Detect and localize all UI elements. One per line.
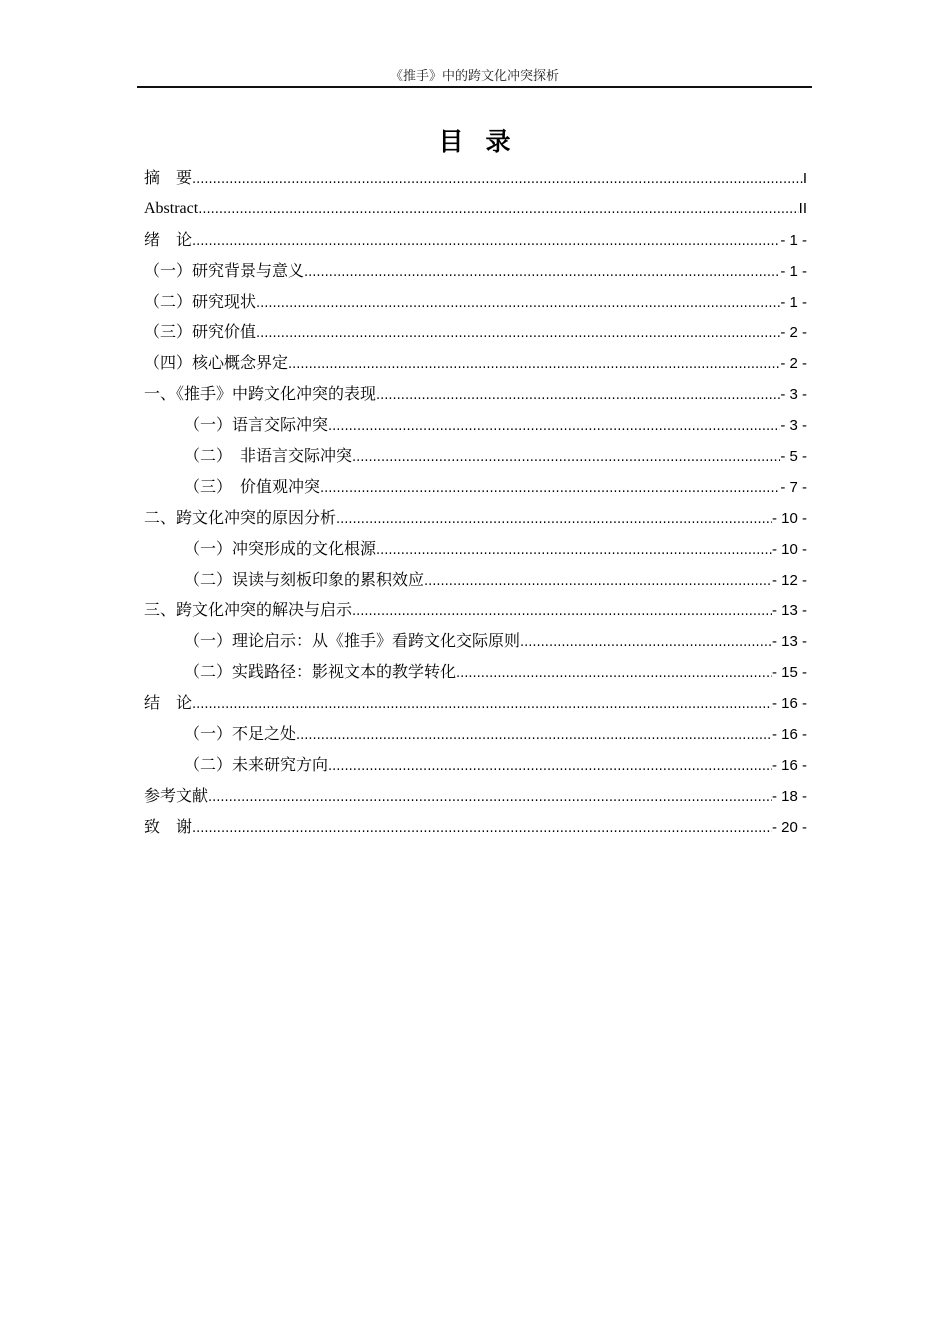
toc-entry-page: - 10 - [771,540,807,558]
toc-entry-page: - 2 - [780,324,807,342]
dot-leader [288,350,780,380]
running-header: 《推手》中的跨文化冲突探析 [389,69,559,84]
toc-entry[interactable] [144,348,807,379]
toc-entry-label: 一、《推手》中跨文化冲突的表现 [144,384,377,404]
toc-entry-page: - 16 - [771,695,807,713]
toc-entry-label: （一）研究背景与意义 [144,260,305,280]
dot-leader [192,227,780,257]
toc-entry[interactable] [144,410,807,441]
toc-entry-page: - 13 - [771,633,807,651]
dot-leader [376,381,780,411]
dot-leader [208,783,772,813]
toc-entry[interactable] [144,812,807,843]
toc-entry[interactable] [144,565,807,596]
dot-leader [198,195,798,225]
toc-entry[interactable] [144,163,807,194]
toc-entry[interactable] [144,317,807,348]
toc-entry-page: - 3 - [780,386,807,404]
toc-entry-page: - 15 - [771,664,807,682]
toc-entry-label: （二）实践路径：影视文本的教学转化 [184,662,457,682]
toc-entry-label: （二） 非语言交际冲突 [184,446,353,466]
toc-entry-label: （一）冲突形成的文化根源 [184,538,377,558]
toc-entry[interactable] [144,626,807,657]
dot-leader [192,690,772,720]
toc-entry-page: - 1 - [780,231,807,249]
toc-entry[interactable] [144,534,807,565]
toc-entry-label: 二、跨文化冲突的原因分析 [144,507,337,527]
toc-entry-label: （一）不足之处 [184,724,297,744]
toc-entry-page: - 12 - [771,571,807,589]
header-rule [137,86,812,88]
toc-entry-label: （四）核心概念界定 [144,353,289,373]
dot-leader [256,319,780,349]
toc-entry-page: - 1 - [780,262,807,280]
toc-entry[interactable] [144,657,807,688]
toc-entry[interactable] [144,503,807,534]
dot-leader [296,721,772,751]
toc-entry-page: - 16 - [771,756,807,774]
toc-entry-page: II [798,199,807,217]
toc-entry-page: - 5 - [780,448,807,466]
dot-leader [192,165,803,195]
toc-entry-label: 摘 要 [144,168,193,187]
toc-entry-page: - 18 - [771,787,807,805]
toc-entry-label: 结 论 [144,693,193,713]
dot-leader [520,628,772,658]
toc-entry-label: （二）误读与刻板印象的累积效应 [184,569,425,589]
toc-entry-label: （三） 价值观冲突 [184,476,321,496]
toc-entry[interactable] [144,194,807,225]
dot-leader [336,505,772,535]
toc-entry-label: 三、跨文化冲突的解决与启示 [144,600,353,620]
toc-entry-page: - 10 - [771,509,807,527]
toc-entry-label: 绪 论 [144,229,193,249]
toc-entry[interactable] [144,595,807,626]
toc-entry-label: （三）研究价值 [144,322,257,342]
toc-entry-label: （一）语言交际冲突 [184,415,329,435]
toc-entry[interactable] [144,472,807,503]
toc-entry[interactable] [144,256,807,287]
toc-entry-label: （二）研究现状 [144,291,257,311]
toc-entry-label: 参考文献 [144,785,209,805]
toc-entry-page: - 13 - [771,602,807,620]
dot-leader [328,412,780,442]
toc-entry-page: - 7 - [780,478,807,496]
dot-leader [320,474,780,504]
toc-entry[interactable] [144,688,807,719]
toc-entry[interactable] [144,379,807,410]
dot-leader [304,258,780,288]
toc-title: 目录 [438,127,533,156]
toc-entry[interactable] [144,225,807,256]
toc-entry-page: - 16 - [771,726,807,744]
dot-leader [456,659,772,689]
toc-entry[interactable] [144,287,807,318]
toc-entry[interactable] [144,781,807,812]
dot-leader [192,814,772,844]
toc-entry[interactable] [144,719,807,750]
toc-entry-label: （一）理论启示：从《推手》看跨文化交际原则 [184,631,521,651]
toc-entry-page: - 20 - [771,818,807,836]
dot-leader [256,289,780,319]
dot-leader [352,597,772,627]
toc-entry[interactable] [144,750,807,781]
toc-entry-page: - 2 - [780,355,807,373]
dot-leader [352,443,780,473]
toc-entry-label: （二）未来研究方向 [184,754,329,774]
dot-leader [328,752,772,782]
toc-entry-label: 致 谢 [144,816,193,836]
toc-entry-page: - 1 - [780,293,807,311]
dot-leader [424,567,772,597]
dot-leader [376,536,772,566]
table-of-contents [144,163,807,843]
toc-entry-page: - 3 - [780,417,807,435]
toc-entry[interactable] [144,441,807,472]
toc-entry-label: Abstract [144,199,199,217]
toc-entry-page: I [802,170,807,187]
